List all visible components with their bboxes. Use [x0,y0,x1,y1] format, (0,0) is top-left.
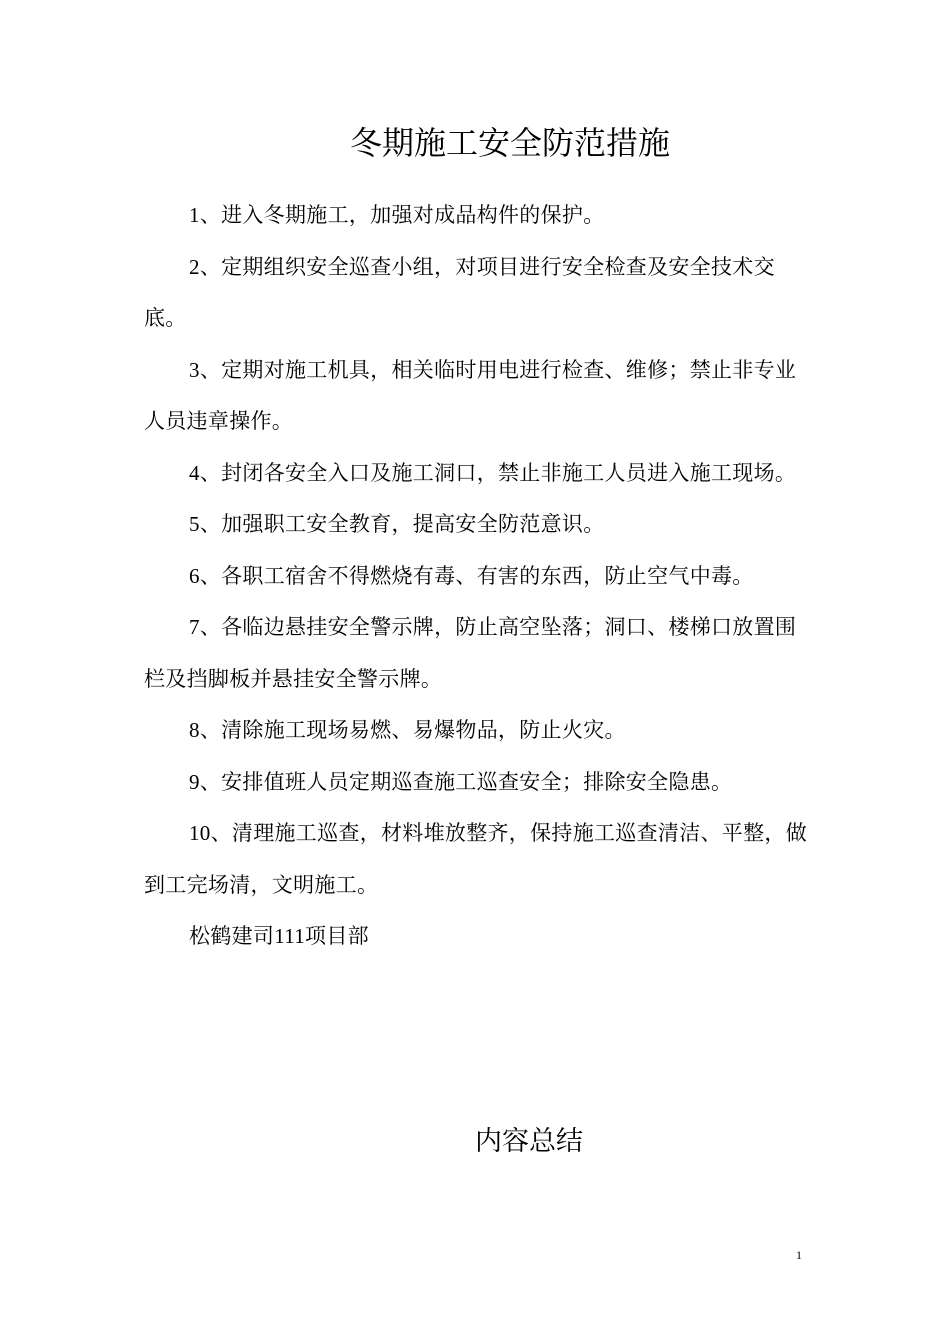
list-item [144,499,808,551]
item-number: 1 [189,203,200,227]
list-item [144,705,808,757]
page-number: 1 [796,1248,802,1262]
item-number: 7 [189,615,200,639]
item-text: 、清除施工现场易燃、易爆物品，防止火灾。 [199,718,626,742]
item-text: 、进入冬期施工，加强对成品构件的保护。 [199,203,605,227]
signature-prefix: 松鹤建司 [189,924,275,948]
signature-number: 111 [274,924,306,948]
list-item [144,757,808,809]
item-number: 8 [189,718,200,742]
item-text: 、定期对施工机具，相关临时用电进行检查、维修；禁止非专业人员违章操作。 [144,357,797,433]
document-title: 冬期施工安全防范措施 [349,124,670,162]
list-item [144,345,808,448]
item-text: 、封闭各安全入口及施工洞口，禁止非施工人员进入施工现场。 [199,460,797,485]
list-item [144,190,808,242]
item-number: 4 [189,460,200,485]
list-item [144,808,808,911]
item-number: 5 [189,512,200,536]
item-text: 、定期组织安全巡查小组，对项目进行安全检查及安全技术交底。 [144,254,775,330]
item-text: 、各临边悬挂安全警示牌，防止高空坠落；洞口、楼梯口放置围栏及挡脚板并悬挂安全警示牌。 [144,615,797,691]
item-text: 、加强职工安全教育，提高安全防范意识。 [199,512,605,536]
item-text: 、清理施工巡查，材料堆放整齐，保持施工巡查清洁、平整，做到工完场清，文明施工。 [144,821,808,897]
list-item [144,602,808,705]
signature [144,911,808,963]
list-item [144,551,808,603]
item-text: 、各职工宿舍不得燃烧有毒、有害的东西，防止空气中毒。 [199,563,754,588]
item-text: 、安排值班人员定期巡查施工巡查安全；排除安全隐患。 [199,769,733,794]
summary-title: 内容总结 [475,1126,583,1157]
item-number: 2 [189,254,200,279]
item-number: 3 [189,357,200,382]
item-number: 9 [189,769,200,794]
list-item [144,242,808,345]
document-body [144,190,808,963]
list-item [144,448,808,500]
signature-suffix: 项目部 [305,924,369,948]
item-number: 10 [189,821,211,845]
item-number: 6 [189,563,200,588]
